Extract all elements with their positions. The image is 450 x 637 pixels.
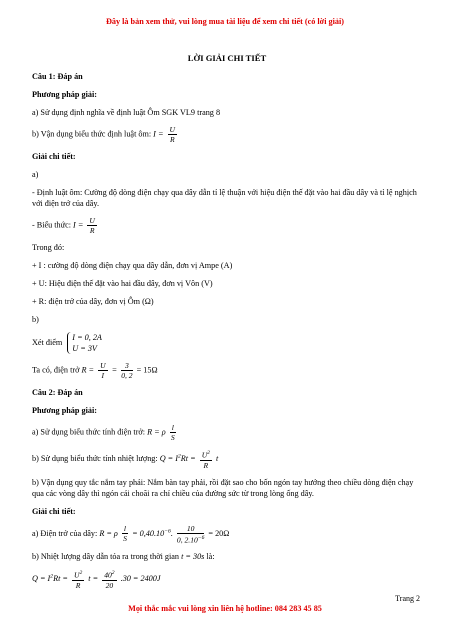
- q2-method-label: Phương pháp giải:: [32, 406, 97, 415]
- q2-heat: $Q = I^2Rt$ = $\frac{U^2}{R}$ t = $\frac{40^2}{20}$ .30 = 2400J: [32, 570, 161, 590]
- hotline-banner: Mọi thắc mắc vui lòng xin liên hệ hotline: 084 283 45 85: [128, 604, 322, 613]
- q1-def-u: + U: Hiệu điện thế đặt vào hai đầu dây, đơn vị Vôn (V): [32, 279, 213, 288]
- q1-b-label: b): [32, 315, 39, 324]
- q1-a-label: a): [32, 170, 39, 179]
- q2-method-c: b) Vận dụng quy tắc nắm tay phải: Nắm bàn tay phải, rồi đặt sao cho bốn ngón tay hướng theo chiều dòng điện chạy qua các vòng dây thì ngón cái choãi ra chỉ chiều của đường sức từ trong lòng ống dây.: [32, 477, 414, 498]
- q2-method-a: a) Sử dụng biểu thức tính điện trở: R = ρ $\frac{l}{S}$: [32, 423, 175, 442]
- q1-detail-label: Giải chi tiết:: [32, 152, 76, 161]
- equation-system: I = 0, 2A U = 3V: [67, 332, 102, 354]
- q1-expression: - Biểu thức: I = $\frac{U}{R}$: [32, 216, 95, 235]
- q1-def-r: + R: điện trở của dây, đơn vị Ôm (Ω): [32, 297, 154, 306]
- page-number: Trang 2: [395, 594, 420, 603]
- solution-content: [32, 53, 422, 597]
- q1-heading: Câu 1: Đáp án: [32, 72, 83, 81]
- formula-u-over-r-2: $\frac{U}{R}$: [89, 216, 95, 235]
- q2-det-a: a) Điện trở của dây: R = ρ $\frac{l}{S}$ = $0,40.10^{-6}$. $\frac{10}{0, 2.10^{-6}}$ = 20Ω: [32, 523, 230, 545]
- preview-banner: Đây là bản xem thử, vui lòng mua tài liệu để xem chi tiết (có lời giải): [105, 17, 344, 26]
- q1-point: Xét điểm I = 0, 2A U = 3V: [32, 333, 102, 353]
- q2-det-b: b) Nhiệt lượng dây dẫn tỏa ra trong thời gian t = 30s là:: [32, 552, 215, 562]
- q2-detail-label: Giải chi tiết:: [32, 506, 76, 516]
- q1-resistance: Ta có, điện trở R = $\frac{U}{I}$ = $\frac{3}{0, 2}$ = 15Ω: [32, 361, 158, 380]
- q2-method-b: b) Sử dụng biểu thức tính nhiệt lượng: $Q = I^2Rt$ = $\frac{U^2}{R}$ t: [32, 450, 219, 470]
- q1-def-i: + I : cường độ dòng điện chạy qua dây dẫn, đơn vị Ampe (A): [32, 261, 233, 270]
- page-title: LỜI GIẢI CHI TIẾT: [187, 53, 267, 63]
- q1-method-label: Phương pháp giải:: [32, 90, 97, 99]
- q2-heading: Câu 2: Đáp án: [32, 388, 83, 397]
- formula-u-over-r: $\frac{U}{R}$: [169, 125, 176, 144]
- q1-method-a: a) Sử dụng định nghĩa về định luật Ôm SGK VL9 trang 8: [32, 108, 221, 117]
- q1-where: Trong đó:: [32, 243, 65, 252]
- q1-law-text: - Định luật ôm: Cường độ dòng điện chạy qua dây dẫn tỉ lệ thuận với hiệu điện thế đặt vào hai đầu dây và tỉ lệ nghịch với điện trở của dây.: [32, 188, 417, 208]
- q1-method-b: b) Vận dụng biểu thức định luật ôm: I = $\frac{U}{R}$: [32, 125, 176, 144]
